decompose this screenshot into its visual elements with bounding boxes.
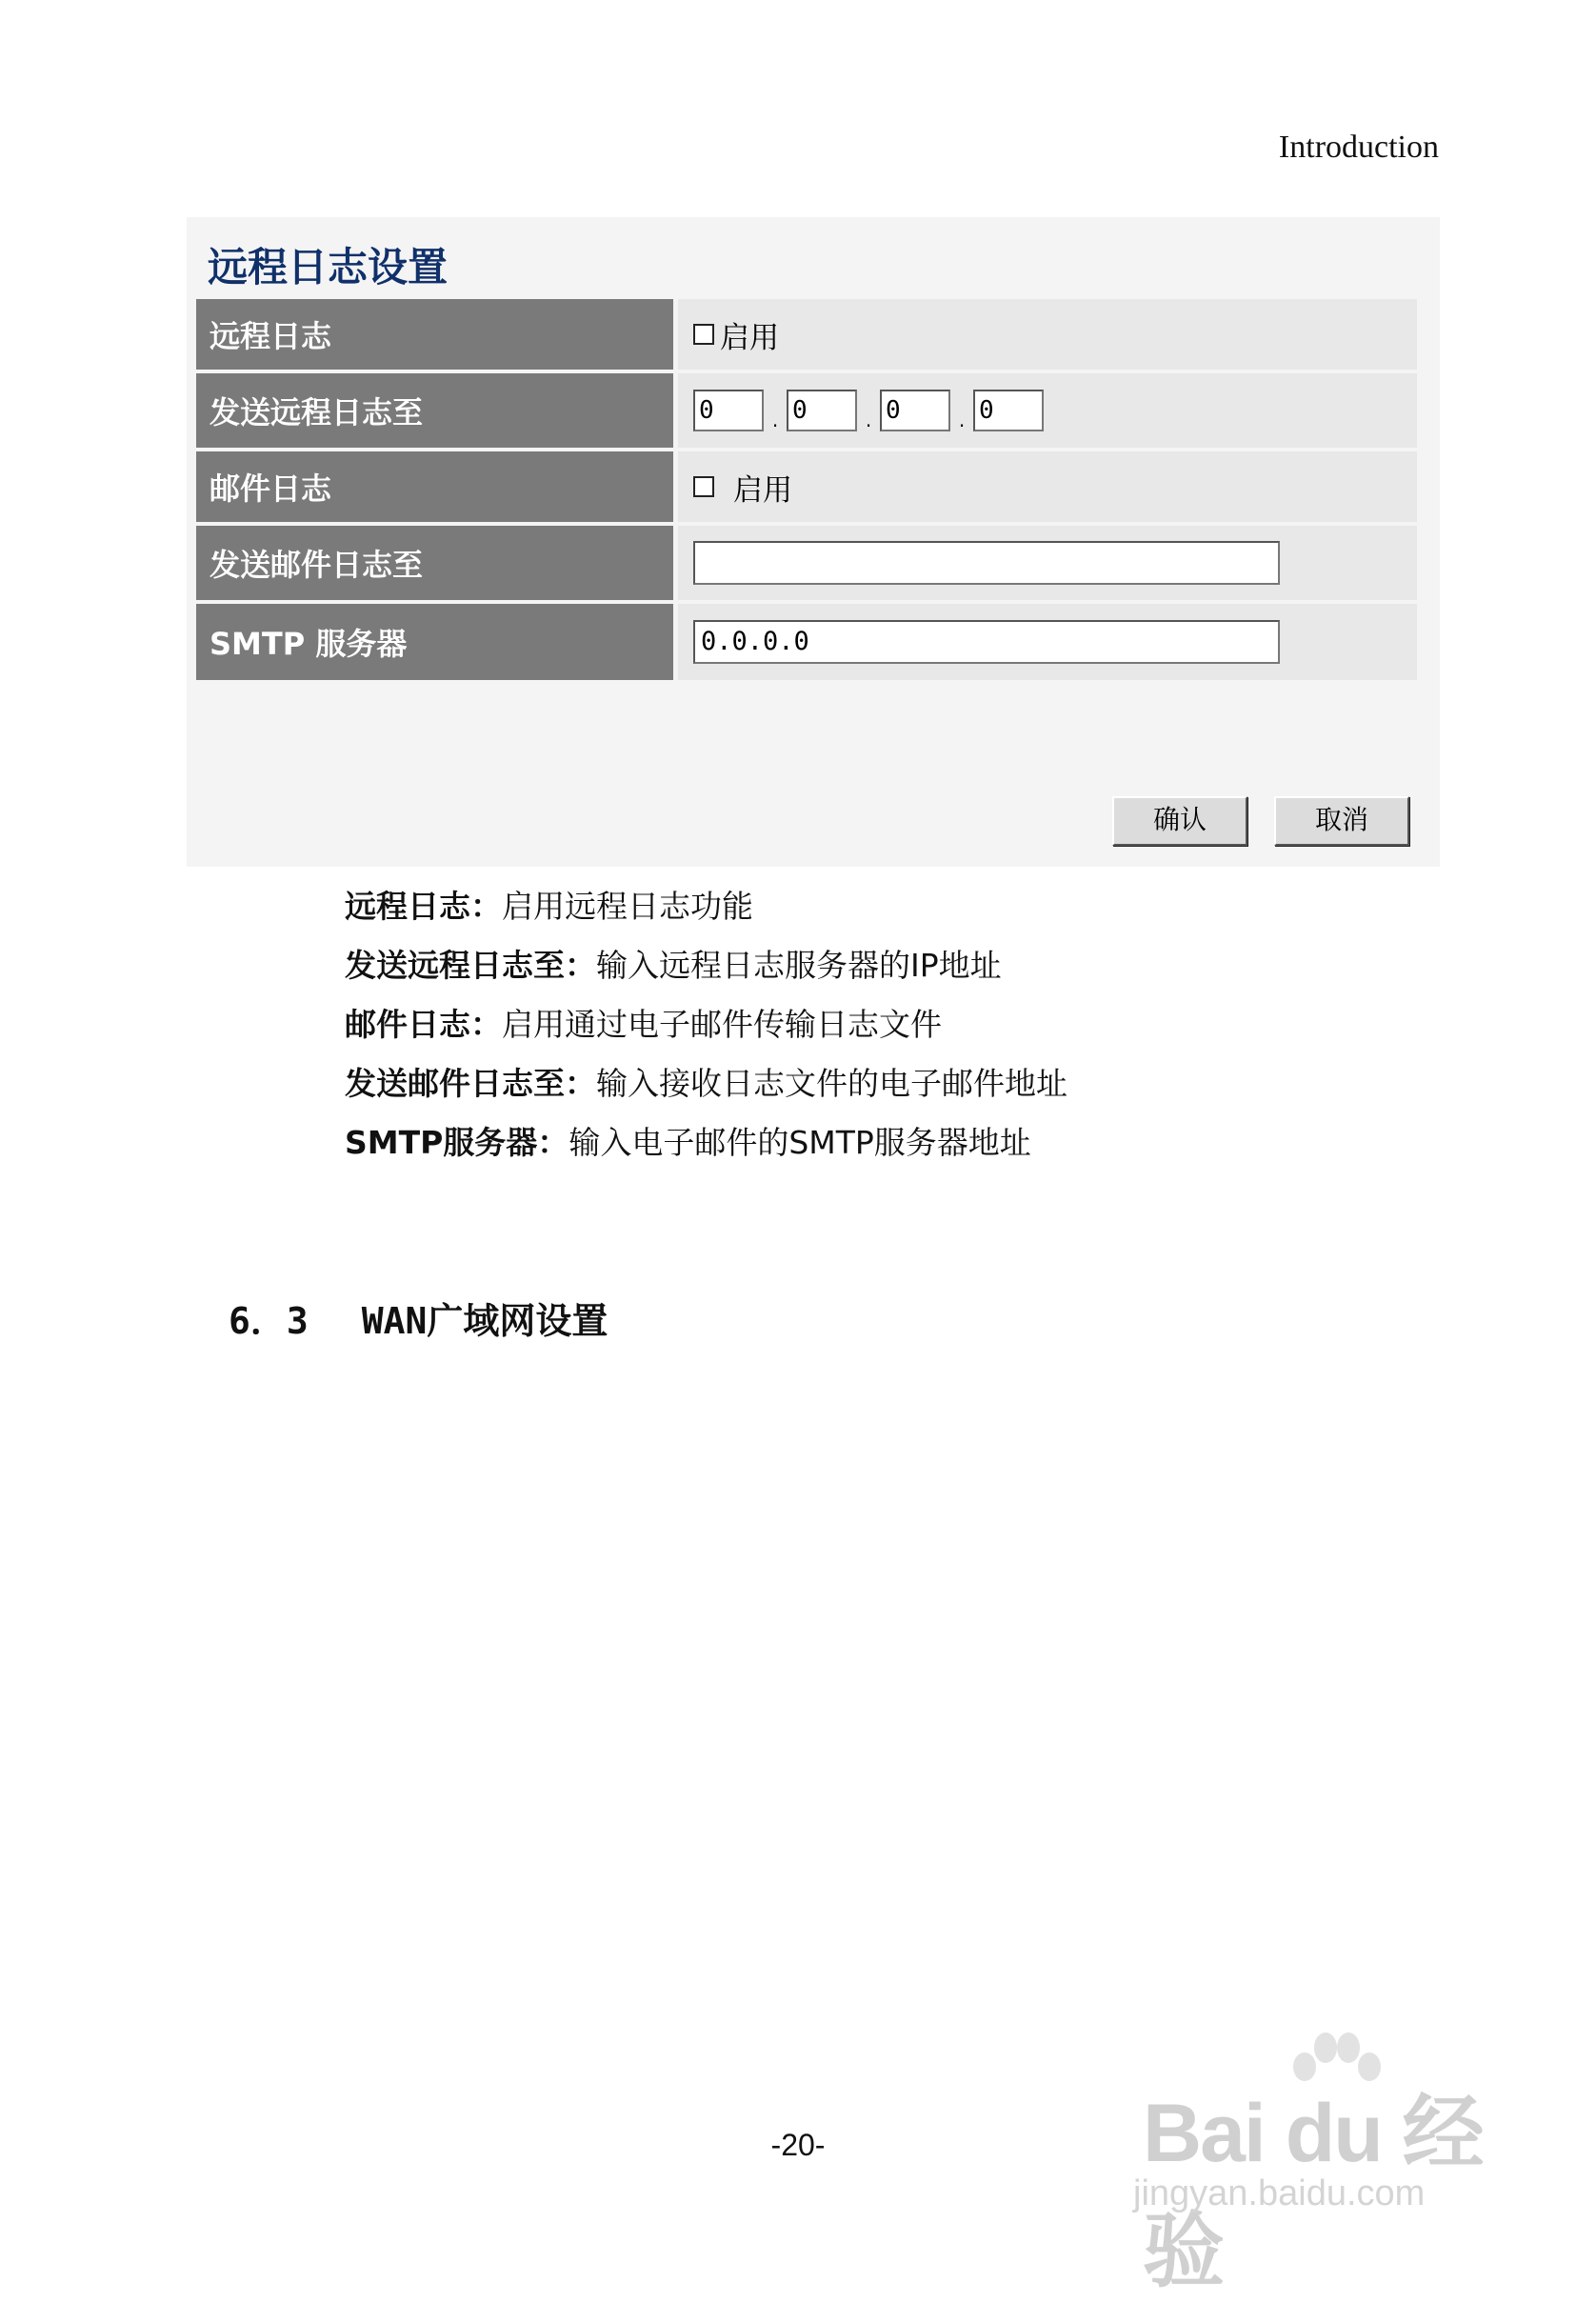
mail-log-checkbox[interactable] [693, 476, 714, 497]
description-text: 启用远程日志功能 [502, 888, 753, 925]
ip-dot: . [771, 409, 779, 431]
send-mail-log-row [196, 526, 1417, 604]
smtp-server-label: SMTP 服务器 [196, 604, 678, 684]
watermark-logo: Bai du 经验 [1143, 2088, 1483, 2297]
chapter-header: Introduction [1278, 130, 1439, 165]
send-mail-log-label: 发送邮件日志至 [196, 526, 678, 604]
ip-octet-2-input[interactable]: 0 [787, 390, 857, 431]
remote-log-checkbox[interactable] [693, 324, 714, 345]
confirm-button[interactable]: 确认 [1112, 796, 1247, 846]
description-term: 邮件日志： [345, 1006, 502, 1043]
ip-dot: . [958, 409, 966, 431]
mail-log-row [196, 451, 1417, 526]
smtp-server-input[interactable]: 0.0.0.0 [693, 620, 1280, 664]
mail-log-enable-label: 启用 [733, 472, 792, 508]
description-term: 远程日志： [345, 888, 502, 925]
section-title: 远程日志设置 [208, 244, 449, 290]
remote-log-label: 远程日志 [196, 299, 678, 373]
ip-octet-1-input[interactable]: 0 [693, 390, 764, 431]
description-item [345, 941, 1002, 986]
description-term: SMTP服务器： [345, 1124, 569, 1161]
description-item [345, 1118, 1031, 1163]
mail-address-input[interactable] [693, 541, 1280, 585]
mail-log-label: 邮件日志 [196, 451, 678, 526]
remote-log-enable-label: 启用 [720, 320, 779, 355]
description-text: 输入电子邮件的SMTP服务器地址 [569, 1124, 1031, 1161]
remote-log-row [196, 299, 1417, 373]
send-remote-log-label: 发送远程日志至 [196, 373, 678, 451]
description-item [345, 882, 753, 927]
page-number: -20- [770, 2128, 826, 2162]
description-term: 发送远程日志至： [345, 947, 596, 984]
section-number: 6．3 [229, 1300, 309, 1342]
smtp-server-row [196, 604, 1417, 684]
section-heading-title: WAN广域网设置 [361, 1300, 608, 1342]
remote-log-settings-table [196, 299, 1417, 684]
description-item [345, 1000, 942, 1045]
send-remote-log-row [196, 373, 1417, 451]
description-item [345, 1059, 1067, 1104]
ip-octet-4-input[interactable]: 0 [973, 390, 1044, 431]
ip-dot: . [865, 409, 872, 431]
description-text: 输入远程日志服务器的IP地址 [596, 947, 1002, 984]
description-term: 发送邮件日志至： [345, 1065, 596, 1102]
section-heading [229, 1292, 608, 1344]
description-text: 启用通过电子邮件传输日志文件 [502, 1006, 942, 1043]
watermark-url: jingyan.baidu.com [1133, 2173, 1426, 2213]
cancel-button[interactable]: 取消 [1274, 796, 1409, 846]
description-text: 输入接收日志文件的电子邮件地址 [596, 1065, 1067, 1102]
baidu-watermark [1133, 2029, 1514, 2297]
ip-octet-3-input[interactable]: 0 [880, 390, 950, 431]
